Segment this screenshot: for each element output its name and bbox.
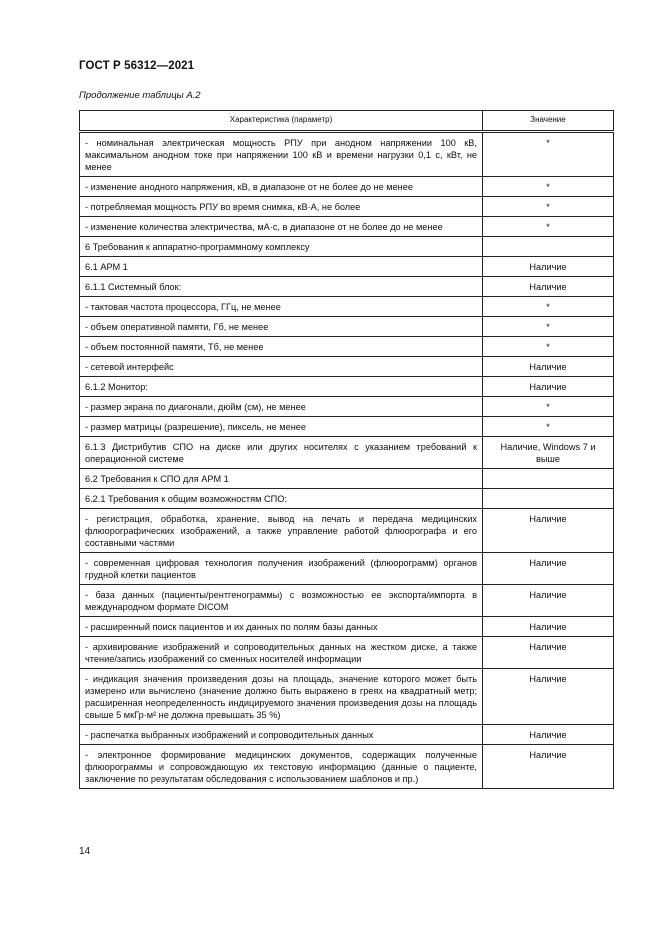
table-row [80, 217, 614, 237]
table-row [80, 297, 614, 317]
value-cell: * [483, 397, 614, 417]
document-standard-header: ГОСТ Р 56312—2021 [79, 60, 195, 72]
page-number: 14 [79, 846, 91, 857]
table-row [80, 669, 614, 725]
value-cell: Наличие [483, 377, 614, 397]
characteristic-cell: 6.1.3 Дистрибутив СПО на диске или других носителях с указанием требований к операционной системе [80, 437, 483, 469]
characteristic-cell: 6.1 АРМ 1 [80, 257, 483, 277]
value-cell: Наличие [483, 745, 614, 789]
table-row [80, 417, 614, 437]
value-cell [483, 489, 614, 509]
characteristic-cell: - изменение анодного напряжения, кВ, в диапазоне от не более до не менее [80, 177, 483, 197]
characteristic-cell: - современная цифровая технология получения изображений (флюорограмм) органов грудной клетки пациентов [80, 553, 483, 585]
characteristic-cell: - размер экрана по диагонали, дюйм (см), не менее [80, 397, 483, 417]
table-row [80, 509, 614, 553]
table-row [80, 337, 614, 357]
table-row [80, 237, 614, 257]
table-row [80, 437, 614, 469]
characteristic-cell: - сетевой интерфейс [80, 357, 483, 377]
value-cell: * [483, 297, 614, 317]
value-cell: Наличие [483, 553, 614, 585]
characteristic-cell: 6.2 Требования к СПО для АРМ 1 [80, 469, 483, 489]
table-row [80, 469, 614, 489]
characteristic-cell: - архивирование изображений и сопроводительных данных на жестком диске, а также чтение/запись изображений со сменных носителей информации [80, 637, 483, 669]
requirements-table [79, 110, 614, 789]
characteristic-cell: - распечатка выбранных изображений и сопроводительных данных [80, 725, 483, 745]
value-cell: * [483, 197, 614, 217]
table-row [80, 637, 614, 669]
column-header-characteristic: Характеристика (параметр) [80, 111, 483, 132]
table-row [80, 617, 614, 637]
characteristic-cell: - тактовая частота процессора, ГГц, не менее [80, 297, 483, 317]
table-row [80, 397, 614, 417]
value-cell: Наличие, Windows 7 и выше [483, 437, 614, 469]
table-row [80, 357, 614, 377]
value-cell: Наличие [483, 277, 614, 297]
table-row [80, 132, 614, 177]
characteristic-cell: - индикация значения произведения дозы на площадь, значение которого может быть измерено или вычислено (значение должно быть выражено в греях на квадратный метр; расширенная неопределенность индицируемого значения произведения дозы на площадь свыше 5 мкГр·м² не должна превышать 35 %) [80, 669, 483, 725]
characteristic-cell: - регистрация, обработка, хранение, вывод на печать и передача медицинских флюорографических изображений, а также управление работой флюорографа и его составными частями [80, 509, 483, 553]
characteristic-cell: - база данных (пациенты/рентгенограммы) с возможностью ее экспорта/импорта в международном формате DICOM [80, 585, 483, 617]
value-cell: Наличие [483, 357, 614, 377]
value-cell: Наличие [483, 637, 614, 669]
value-cell: Наличие [483, 257, 614, 277]
value-cell: * [483, 217, 614, 237]
table-header-row [80, 111, 614, 132]
characteristic-cell: - изменение количества электричества, мА·с, в диапазоне от не более до не менее [80, 217, 483, 237]
value-cell: * [483, 132, 614, 177]
table-row [80, 317, 614, 337]
characteristic-cell: - электронное формирование медицинских документов, содержащих полученные флюорограммы и сопровождающую их текстовую информацию (данные о пациенте, заключение по результатам обследования с использованием шаблонов и пр.) [80, 745, 483, 789]
table-row [80, 725, 614, 745]
table-row [80, 585, 614, 617]
characteristic-cell: - размер матрицы (разрешение), пиксель, не менее [80, 417, 483, 437]
value-cell [483, 469, 614, 489]
table-row [80, 257, 614, 277]
characteristic-cell: - расширенный поиск пациентов и их данных по полям базы данных [80, 617, 483, 637]
characteristic-cell: - номинальная электрическая мощность РПУ при анодном напряжении 100 кВ, максимальном анодном токе при напряжении 100 кВ и времени нагрузки 0,1 с, кВт, не менее [80, 132, 483, 177]
table-row [80, 277, 614, 297]
characteristic-cell: 6.1.1 Системный блок: [80, 277, 483, 297]
table-caption: Продолжение таблицы А.2 [79, 90, 201, 101]
value-cell: Наличие [483, 617, 614, 637]
value-cell: * [483, 417, 614, 437]
value-cell: Наличие [483, 669, 614, 725]
table-body [80, 132, 614, 789]
value-cell: Наличие [483, 585, 614, 617]
characteristic-cell: - потребляемая мощность РПУ во время снимка, кВ·А, не более [80, 197, 483, 217]
table-row [80, 489, 614, 509]
table-row [80, 377, 614, 397]
characteristic-cell: 6 Требования к аппаратно-программному комплексу [80, 237, 483, 257]
value-cell: * [483, 337, 614, 357]
table-row [80, 197, 614, 217]
table-row [80, 553, 614, 585]
value-cell: * [483, 317, 614, 337]
characteristic-cell: 6.2.1 Требования к общим возможностям СПО: [80, 489, 483, 509]
characteristic-cell: - объем оперативной памяти, Гб, не менее [80, 317, 483, 337]
value-cell [483, 237, 614, 257]
column-header-value: Значение [483, 111, 614, 132]
value-cell: Наличие [483, 509, 614, 553]
value-cell: Наличие [483, 725, 614, 745]
table-row [80, 177, 614, 197]
value-cell: * [483, 177, 614, 197]
table-row [80, 745, 614, 789]
characteristic-cell: - объем постоянной памяти, Тб, не менее [80, 337, 483, 357]
characteristic-cell: 6.1.2 Монитор: [80, 377, 483, 397]
